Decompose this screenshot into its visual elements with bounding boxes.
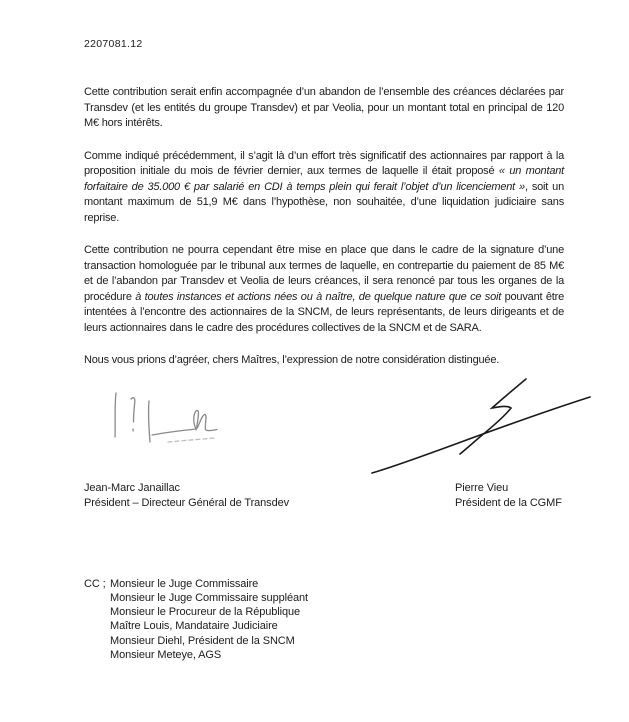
paragraph-italic-segment: « un montant forfaitaire de 35.000 € par salarié en CDI à temps plein qui ferait l’objet d’un licenciement » (84, 165, 565, 193)
signature-left-image (106, 387, 221, 457)
signatory-name: Jean-Marc Janaillac (84, 481, 180, 494)
signatory-left (84, 481, 289, 511)
paragraph (84, 243, 564, 336)
signatory-name: Pierre Vieu (455, 481, 509, 494)
letter-content (84, 38, 564, 662)
paragraph-segment: Cette contribution serait enfin accompagnée d’un abandon de l’ensemble des créances déclarées par Transdev (et les entités du groupe Transdev) et par Veolia, pour un montant total en principal de 120 M€ hors intérêts. (84, 86, 564, 129)
cc-block (84, 577, 564, 663)
paragraph (84, 85, 564, 132)
cc-label: CC ; (84, 577, 106, 590)
paragraph-segment: Comme indiqué précédemment, il s’agit là d’un effort très significatif des actionnaires par rapport à la proposition initiale du mois de février dernier, aux termes de laquelle il était proposé (84, 149, 564, 177)
signatures (84, 381, 564, 481)
signatory-title: Président – Directeur Général de Transdev (84, 496, 290, 509)
ref-number: 2207081.12 (84, 38, 143, 50)
paragraph-segment: Cette contribution ne pourra cependant être mise en place que dans le cadre de la signature d’une transaction homologuée par le tribunal aux termes de laquelle, en contrepartie du paiement de 85 M€ et de l’abandon par Transdev et Veolia de leurs créances, il sera renoncé par tous les organes de la procédure (84, 244, 564, 303)
signatories (84, 481, 564, 515)
signatory-right (455, 481, 562, 511)
paragraph-italic-segment: à toutes instances et actions nées ou à naître, de quelque nature que ce soit (135, 290, 502, 303)
signature-right-image (366, 375, 596, 480)
cc-list (110, 577, 308, 663)
paragraph (84, 149, 564, 227)
cc-item: Monsieur le Juge Commissaire (110, 577, 259, 590)
closing-line: Nous vous prions d’agréer, chers Maîtres, l’expression de notre considération distinguée. (84, 354, 500, 366)
cc-item: Maître Louis, Mandataire Judiciaire (110, 620, 278, 633)
paragraph-segment: , soit un montant maximum de 51,9 M€ dans l’hypothèse, non souhaitée, d’une liquidation judiciaire sans reprise. (84, 180, 564, 224)
cc-item: Monsieur Diehl, Président de la SNCM (110, 634, 295, 647)
cc-item: Monsieur le Procureur de la République (110, 606, 301, 619)
paragraph-segment: pouvant être intentées à l’encontre des actionnaires de la SNCM, de leurs représentants, de leurs dirigeants et de leurs actionnaires dans le cadre des procédures collectives de la SNCM et de SARA. (84, 290, 564, 334)
cc-item: Monsieur le Juge Commissaire suppléant (110, 591, 308, 604)
letter-body (84, 85, 564, 336)
cc-item: Monsieur Meteye, AGS (110, 648, 222, 661)
signatory-title: Président de la CGMF (455, 496, 562, 509)
